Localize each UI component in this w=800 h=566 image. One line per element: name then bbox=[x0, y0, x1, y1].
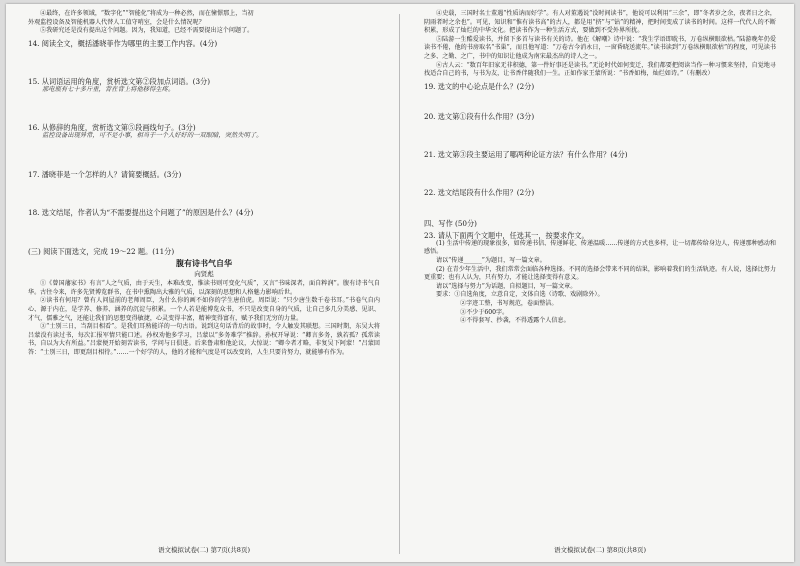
section-3-heading: (三) 阅读下面选文，完成 19～22 题。(11分) bbox=[28, 246, 175, 256]
passage-paragraph: ④史载，三国时名士董遇“性质讷而好学”。有人对董遇说“没时间读书”，他说可以利用“三余”，即“冬者岁之余，夜者日之余，阴雨者时之余也”。可见，知识和“惟有读书高”的古人，都是用“挤”与“钻”的精神，把时间变成了读书的时间。这样一代代人的不断积累，形成了灿烂的中华文化。把读书作为一种生活方式，要做到不受外界所扰。 bbox=[424, 10, 776, 35]
writing-prompt-1-task: 请以“传递______”为题目，写一篇文章。 bbox=[436, 256, 546, 264]
passage-line: 外观监控设备及智能机器人代替人工值守哨室，会是什么情况呢？ bbox=[28, 18, 205, 26]
passage-title: 腹有诗书气自华 bbox=[176, 257, 232, 268]
requirements-label bbox=[424, 291, 776, 300]
question-18: 18. 选文结尾，作者认为“不需要提出这个问题了”的原因是什么？(4分) bbox=[28, 207, 254, 217]
requirement-item: ③不少于600字。 bbox=[460, 308, 509, 316]
question-23: 23. 请从下面两个文题中，任选其一，按要求作文。 bbox=[424, 230, 589, 240]
page-footer-left: 语文模拟试卷(二) 第7页(共8页) bbox=[158, 546, 250, 554]
quote-15: 那电瓶有七十多斤重，背在背上将他移得生疼。 bbox=[42, 85, 175, 93]
question-20: 20. 选文第①段有什么作用？(3分) bbox=[424, 111, 535, 121]
question-19: 19. 选文的中心论点是什么？(2分) bbox=[424, 81, 535, 91]
passage-paragraph: ⑥古人云：“数百年旧家无非积德，第一件好事还是读书。”无论时代如何变迁，我们都要把阅读当作一种习惯来坚持，自觉地寻找适合自己的书，与书为友，让书香伴随我们一生。正如作家王蒙所说：“书香如梅，灿烂如诗。”（有删改） bbox=[424, 61, 776, 78]
requirement-item: ④不得套写、抄袭，不得透露个人信息。 bbox=[460, 317, 570, 325]
requirements-label-text: 要求： bbox=[436, 291, 455, 299]
quote-16: 监控设备出现异常，可不是小事，相当于一个人好好的一双眼睛，突然失明了。 bbox=[42, 132, 263, 140]
passage-paragraph: ⑤陆游一生酷爱读书，并留下多首与读书有关的诗。他在《解嘲》诗中说：“我生学语即耽书，万卷纵横眼欲枯。”陆游晚年仍爱读书不倦，他的书房取名“书巢”，而且他写道：“万卷古今消永日，一窗昏晓送流年。”读书读到“万卷纵横眼欲枯”的程度，可见读书之多、之勤、之广，书中的知识让他成为南宋最杰出的诗人之一。 bbox=[424, 35, 776, 60]
exam-sheet bbox=[6, 4, 794, 562]
requirement-item: ②字迹工整，书写规范，卷面整洁。 bbox=[460, 299, 558, 307]
writing-prompt-2-task: 请以“选择与努力”为话题，自拟题目，写一篇文章。 bbox=[436, 282, 577, 290]
right-column bbox=[424, 10, 776, 326]
writing-prompt-1: (1) 生活中传递的现象很多，如传递书信、传递鲜花、传递温暖……传递的方式也多样，让一切都传给身边人，传递那种感动和感悟。 bbox=[424, 239, 776, 256]
question-21: 21. 选文第③段主要运用了哪两种论证方法？有什么作用？(4分) bbox=[424, 149, 628, 159]
question-16: 16. 从修辞的角度，赏析选文第⑤段画线句子。(3分) bbox=[28, 123, 196, 133]
passage-author: 向贤彪 bbox=[194, 269, 214, 278]
passage-paragraph: ①《曾国藩家书》有言“人之气质，由于天生，本难改变，惟读书则可变化气质”，又言“书味深者，面自粹润”。腹有诗书气自华。古往今来，许多先贤博览群书，在书中熏陶出大雅的气质，以深刻的思想和人格魅力影响后世。 bbox=[28, 280, 380, 296]
writing-prompt-2: (2) 在青少年生活中，我们常常会面临各种选择。不同的选择会带来不同的结果，影响着我们的生活轨迹。有人说，选择比努力更重要；也有人认为，只有努力，才能让选择变得有意义。 bbox=[424, 265, 776, 282]
requirement-item: ①自选角度，立意自定，文体自选（诗歌、戏剧除外）。 bbox=[454, 291, 604, 299]
page-footer-right: 语文模拟试卷(二) 第8页(共8页) bbox=[554, 546, 646, 554]
section-4-heading: 四、写作 (50分) bbox=[424, 218, 477, 228]
question-17: 17. 潘晓菲是一个怎样的人？请简要概括。(3分) bbox=[28, 169, 182, 179]
page-divider bbox=[399, 14, 400, 554]
passage-paragraph: ③“士别三日，当刮目相看”。是我们耳熟能详的一句古语。说到这句话背后的故事时，令人触发其联想。三国时期，东吴大将吕蒙没有读过书，每次汇报军情只能口述。孙权劝他多学习，吕蒙以“多务难学”推辞。孙权开导说：“卿言多务，孰若孤？孤常读书，自以为大有所益。”吕蒙便开始刻苦读书，学问与日俱进。后来鲁肃和他论议，大惊说：“卿今者才略，非复吴下阿蒙！”吕蒙回答：“士别三日，即更刮目相待。”……一个好学的人，他的才能和气度是可以改变的，人生只要肯努力，就能够有作为。 bbox=[28, 323, 380, 356]
question-15: 15. 从词语运用的角度，赏析选文第②段加点词语。(3分) bbox=[28, 76, 211, 86]
passage-paragraph: ②读书有何用？曾有人问屋前的老师周臣，为什么你的画不如你的学生唐伯虎。周臣说：“只少唐生数千卷书耳。”书卷气自内心、源于内在，是学养、修养、涵养的沉淀与积累。一个人若是能博览众书，不只是改变自身的气质，让自己多几分美感、见识、才气，儒雅之气，还能让我们的思想变得敏捷，心灵变得丰富，精神变得富有，赋予我们无穷的力量。 bbox=[28, 297, 380, 322]
passage-line: ⑤我研究还是没有提出这个问题。因为，我知道，已经不需要提出这个问题了。 bbox=[40, 27, 254, 35]
question-22: 22. 选文结尾段有什么作用？(2分) bbox=[424, 187, 535, 197]
passage-line: ④最终，在许多领域，“数字化”“智能化”将成为一种必然，而在憧憬那上，当初 bbox=[40, 10, 254, 17]
question-14: 14. 阅读全文，概括潘晓菲作为哪里的主要工作内容。(4分) bbox=[28, 38, 218, 48]
left-column bbox=[28, 10, 380, 358]
